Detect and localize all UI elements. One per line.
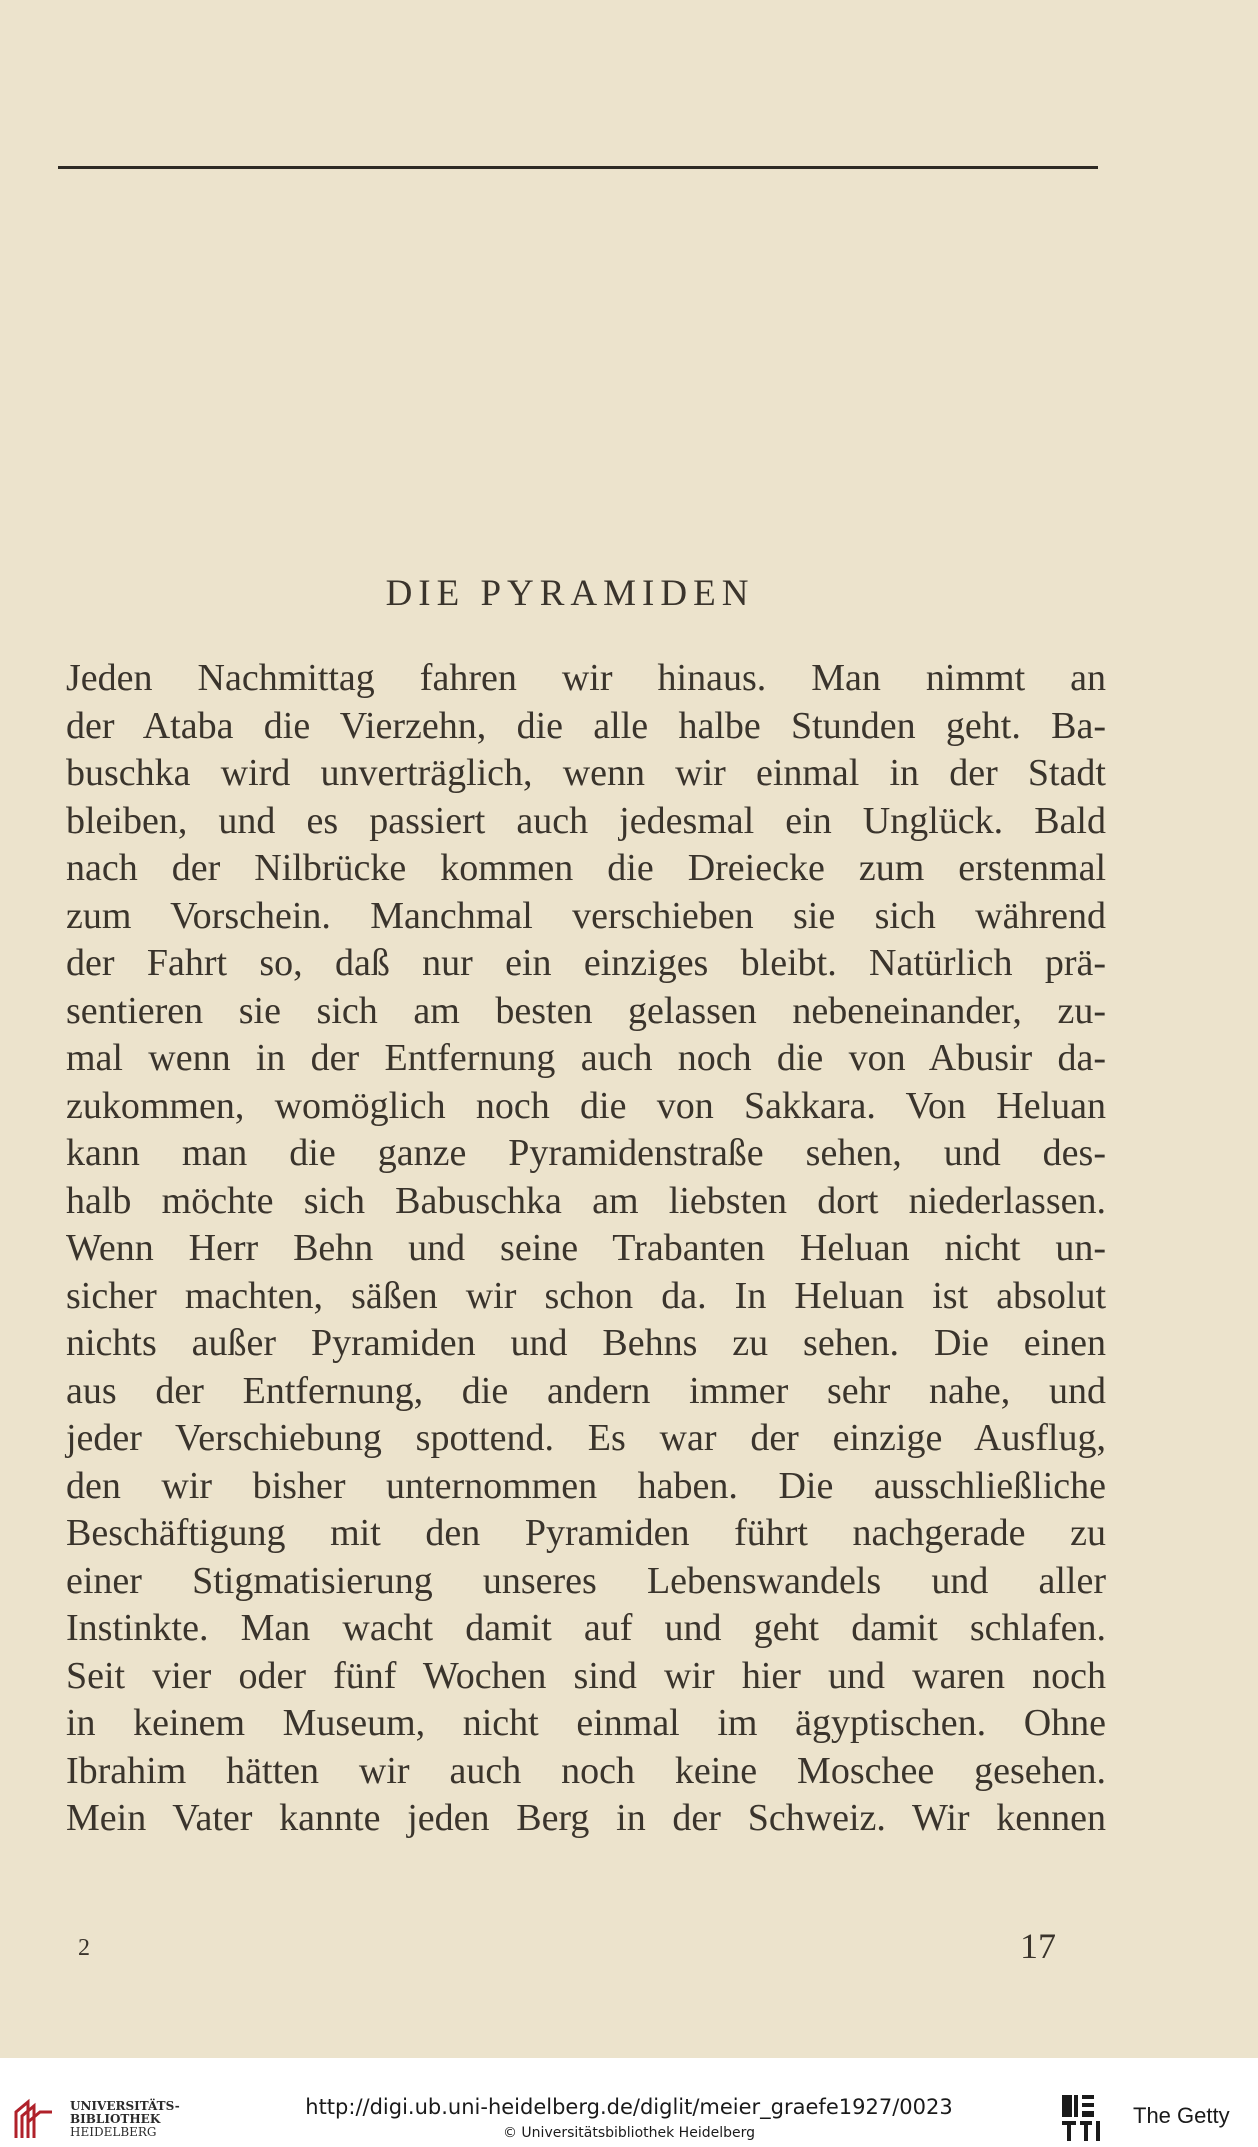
page-number: 17 bbox=[1020, 1926, 1056, 1966]
library-name-line2: BIBLIOTHEK bbox=[70, 2112, 161, 2126]
text-line: Jeden Nachmittag fahren wir hinaus. Man nimmt an bbox=[66, 657, 1106, 699]
library-name-line1: UNIVERSITÄTS- bbox=[70, 2099, 180, 2113]
body-text bbox=[66, 655, 1106, 1843]
text-line: in keinem Museum, nicht einmal im ägyptischen. Ohne bbox=[66, 1702, 1106, 1744]
text-line: zum Vorschein. Manchmal verschieben sie sich während bbox=[66, 894, 1106, 937]
text-line: zukommen, womöglich noch die von Sakkara. Von Heluan bbox=[66, 1084, 1106, 1127]
header-rule bbox=[58, 166, 1098, 169]
text-line: einer Stigmatisierung unseres Lebenswandels und aller bbox=[66, 1559, 1106, 1602]
text-line: mal wenn in der Entfernung auch noch die von Abusir da- bbox=[66, 1037, 1106, 1079]
getty-name: The Getty bbox=[1133, 2103, 1230, 2128]
text-line: sentieren sie sich am besten gelassen nebeneinander, zu- bbox=[66, 989, 1106, 1032]
text-line: kann man die ganze Pyramidenstraße sehen, und des- bbox=[66, 1132, 1106, 1174]
text-line: sicher machten, säßen wir schon da. In Heluan ist absolut bbox=[66, 1274, 1106, 1317]
text-line: der Ataba die Vierzehn, die alle halbe Stunden geht. Ba- bbox=[66, 704, 1106, 747]
text-line: bleiben, und es passiert auch jedesmal ein Unglück. Bald bbox=[66, 799, 1106, 842]
text-line: Beschäftigung mit den Pyramiden führt nachgerade zu bbox=[66, 1512, 1106, 1554]
library-name-line3: HEIDELBERG bbox=[70, 2125, 157, 2139]
text-line: Ibrahim hätten wir auch noch keine Moschee gesehen. bbox=[66, 1749, 1106, 1792]
text-line: Instinkte. Man wacht damit auf und geht damit schlafen. bbox=[66, 1607, 1106, 1649]
getty-logo-icon bbox=[1060, 2093, 1110, 2143]
text-line: halb möchte sich Babuschka am liebsten dort niederlassen. bbox=[66, 1179, 1106, 1222]
copyright-notice: © Universitätsbibliothek Heidelberg bbox=[502, 2125, 755, 2141]
text-line: aus der Entfernung, die andern immer sehr nahe, und bbox=[66, 1369, 1106, 1412]
text-line: jeder Verschiebung spottend. Es war der einzige Ausflug, bbox=[66, 1417, 1106, 1459]
chapter-title: DIE PYRAMIDEN bbox=[385, 573, 755, 614]
text-line: Wenn Herr Behn und seine Trabanten Heluan nicht un- bbox=[66, 1227, 1106, 1269]
text-line: Mein Vater kannte jeden Berg in der Schweiz. Wir kennen bbox=[66, 1797, 1106, 1839]
text-line: nichts außer Pyramiden und Behns zu sehen. Die einen bbox=[66, 1322, 1106, 1364]
text-line: buschka wird unverträglich, wenn wir einmal in der Stadt bbox=[66, 752, 1106, 794]
text-line: der Fahrt so, daß nur ein einziges bleibt. Natürlich prä- bbox=[66, 942, 1106, 984]
signature-mark: 2 bbox=[78, 1935, 90, 1961]
text-line: den wir bisher unternommen haben. Die ausschließliche bbox=[66, 1464, 1106, 1507]
source-url-link[interactable]: http://digi.ub.uni-heidelberg.de/diglit/meier_graefe1927/0023 bbox=[305, 2095, 953, 2119]
text-line: Seit vier oder fünf Wochen sind wir hier und waren noch bbox=[66, 1654, 1106, 1697]
text-line: nach der Nilbrücke kommen die Dreiecke zum erstenmal bbox=[66, 847, 1106, 889]
